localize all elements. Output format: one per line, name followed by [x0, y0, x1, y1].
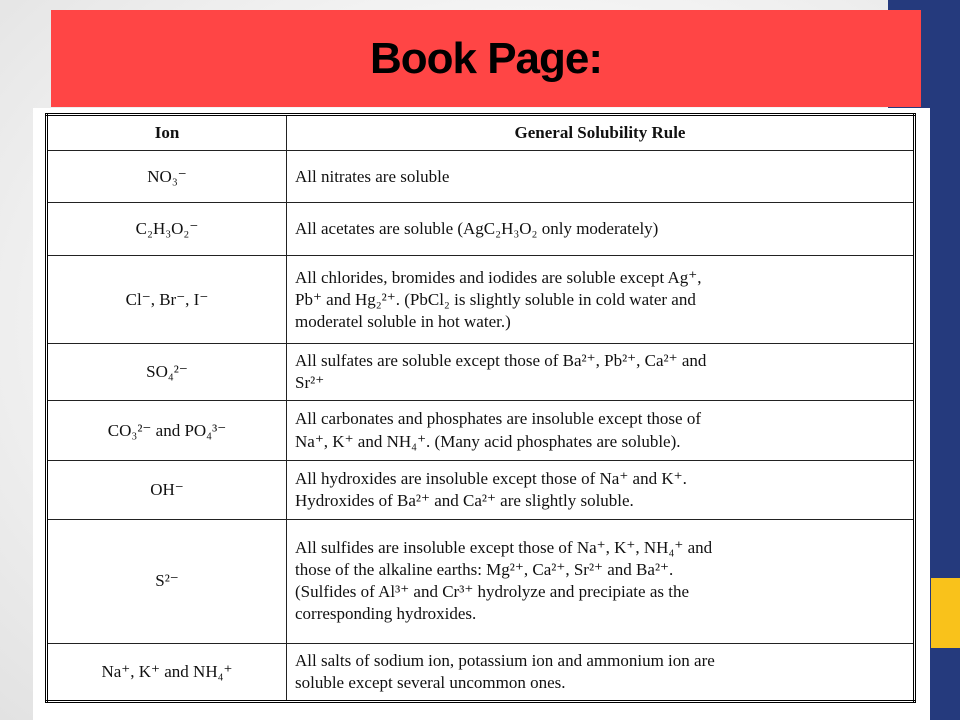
rule-cell: All salts of sodium ion, potassium ion and ammonium ion are soluble except several uncommon ones. [287, 643, 915, 701]
ion-cell: S²⁻ [47, 519, 287, 643]
ion-cell: Na⁺, K⁺ and NH₄⁺ [47, 643, 287, 701]
rule-cell: All nitrates are soluble [287, 151, 915, 203]
table-row [47, 151, 915, 203]
ion-cell: OH⁻ [47, 460, 287, 519]
rule-cell: All carbonates and phosphates are insoluble except those of Na⁺, K⁺ and NH₄⁺. (Many acid phosphates are soluble). [287, 401, 915, 460]
ion-cell: C₂H₃O₂⁻ [47, 203, 287, 256]
ion-cell: CO₃²⁻ and PO₄³⁻ [47, 401, 287, 460]
rule-cell: All chlorides, bromides and iodides are soluble except Ag⁺, Pb⁺ and Hg₂²⁺. (PbCl₂ is slightly soluble in cold water and moderatel soluble in hot water.) [287, 256, 915, 344]
slide-title: Book Page: [369, 33, 603, 83]
table-row [47, 643, 915, 701]
rule-cell: All sulfates are soluble except those of Ba²⁺, Pb²⁺, Ca²⁺ and Sr²⁺ [287, 344, 915, 401]
table-row [47, 519, 915, 643]
header-rule: General Solubility Rule [287, 115, 915, 151]
solubility-rules-table [45, 113, 916, 703]
table-row [47, 256, 915, 344]
ion-cell: NO₃⁻ [47, 151, 287, 203]
title-banner [51, 10, 921, 107]
rule-cell: All acetates are soluble (AgC₂H₃O₂ only moderately) [287, 203, 915, 256]
header-ion: Ion [47, 115, 287, 151]
table-row [47, 203, 915, 256]
table-row [47, 401, 915, 460]
ion-cell: SO₄²⁻ [47, 344, 287, 401]
ion-cell: Cl⁻, Br⁻, I⁻ [47, 256, 287, 344]
rule-cell: All hydroxides are insoluble except those of Na⁺ and K⁺. Hydroxides of Ba²⁺ and Ca²⁺ are slightly soluble. [287, 460, 915, 519]
table-row [47, 460, 915, 519]
table-row [47, 344, 915, 401]
solubility-table-image [33, 108, 930, 720]
table-header-row [47, 115, 915, 151]
accent-block [931, 578, 960, 648]
rule-cell: All sulfides are insoluble except those of Na⁺, K⁺, NH₄⁺ and those of the alkaline earths: Mg²⁺, Ca²⁺, Sr²⁺ and Ba²⁺. (Sulfides of Al³⁺ and Cr³⁺ hydrolyze and precipiate as the corresponding hydroxides. [287, 519, 915, 643]
